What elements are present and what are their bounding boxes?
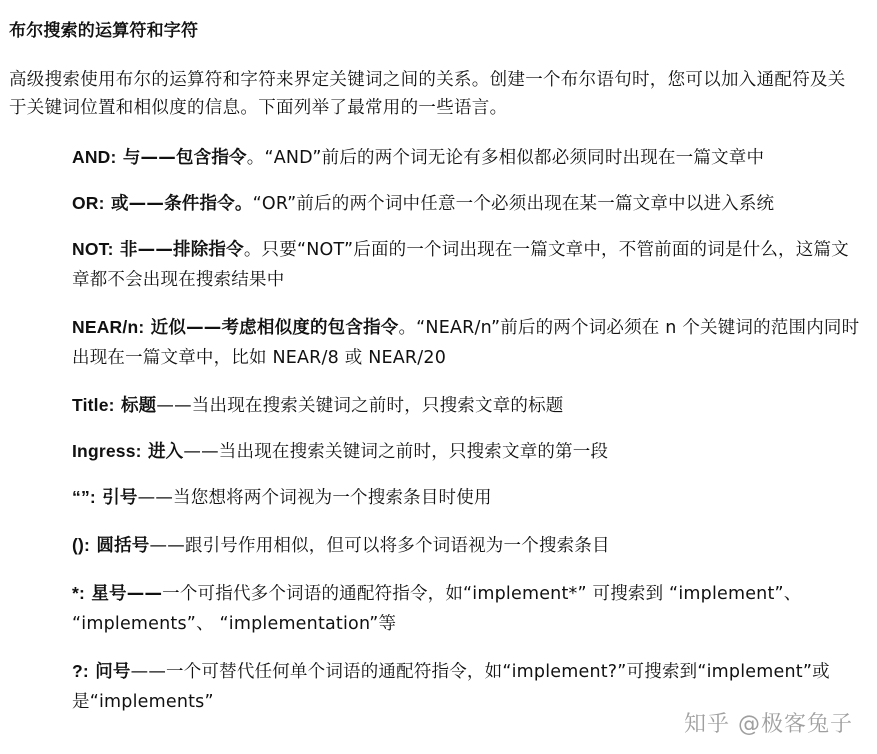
document-title: 布尔搜索的运算符和字符 [9, 21, 199, 41]
operator-entry-or [72, 188, 862, 219]
operator-label: 近似——考虑相似度的包含指令 [144, 318, 399, 338]
operator-term: (): [72, 535, 91, 555]
operator-entry-and [72, 142, 862, 173]
operator-description: 。只要“NOT”后面的一个词出现在一篇文章中，不管前面的词是什么，这篇文章都不会出现在搜索结果中 [72, 240, 849, 290]
operator-description: 一个可指代多个词语的通配符指令，如“implement*” 可搜索到 “implement”、 “implements”、 “implementation”等 [72, 584, 802, 634]
operator-term: Title: [72, 395, 115, 415]
operator-entry-not [72, 234, 862, 295]
operator-entry-near [72, 312, 862, 373]
operator-term: ?: [72, 661, 89, 681]
operator-description: ——当出现在搜索关键词之前时，只搜索文章的标题 [156, 396, 564, 416]
operator-label: 问号 [88, 662, 131, 682]
watermark: 知乎 @极客兔子 [684, 712, 853, 737]
operator-term: *: [72, 583, 86, 603]
operator-description: ——一个可替代任何单个词语的通配符指令，如“implement?”可搜索到“implement”或是“implements” [72, 662, 830, 712]
operator-entry-asterisk [72, 578, 862, 639]
intro-paragraph: 高级搜索使用布尔的运算符和字符来界定关键词之间的关系。创建一个布尔语句时，您可以加入通配符及关于关键词位置和相似度的信息。下面列举了最常用的一些语言。 [9, 70, 846, 118]
operator-term: “”: [72, 487, 96, 507]
operator-label: 或——条件指令。 [104, 194, 253, 214]
operator-label: 圆括号 [90, 536, 150, 556]
operator-description: ——当出现在搜索关键词之前时，只搜索文章的第一段 [183, 442, 609, 462]
operator-term: OR: [72, 193, 105, 213]
operator-term: NEAR/n: [72, 317, 145, 337]
operator-entry-parentheses [72, 530, 862, 561]
operator-label: 非——排除指令 [113, 240, 244, 260]
operator-entry-ingress [72, 436, 862, 467]
operator-description: ——当您想将两个词视为一个搜索条目时使用 [137, 488, 492, 508]
operator-label: 引号 [95, 488, 138, 508]
operator-description: 。“AND”前后的两个词无论有多相似都必须同时出现在一篇文章中 [246, 148, 765, 168]
operator-term: AND: [72, 147, 117, 167]
operator-description: “OR”前后的两个词中任意一个必须出现在某一篇文章中以进入系统 [252, 194, 775, 214]
operator-label: 与——包含指令 [116, 148, 247, 168]
operator-term: Ingress: [72, 441, 142, 461]
operator-term: NOT: [72, 239, 114, 259]
operator-label: 进入 [141, 442, 184, 462]
operator-label: 星号—— [85, 584, 163, 604]
operator-entry-quotes [72, 482, 862, 513]
operator-description: ——跟引号作用相似，但可以将多个词语视为一个搜索条目 [149, 536, 610, 556]
operator-label: 标题 [114, 396, 157, 416]
operator-description: 。“NEAR/n”前后的两个词必须在 n 个关键词的范围内同时出现在一篇文章中，比如 NEAR/8 或 NEAR/20 [72, 318, 860, 368]
operator-entry-title [72, 390, 862, 421]
